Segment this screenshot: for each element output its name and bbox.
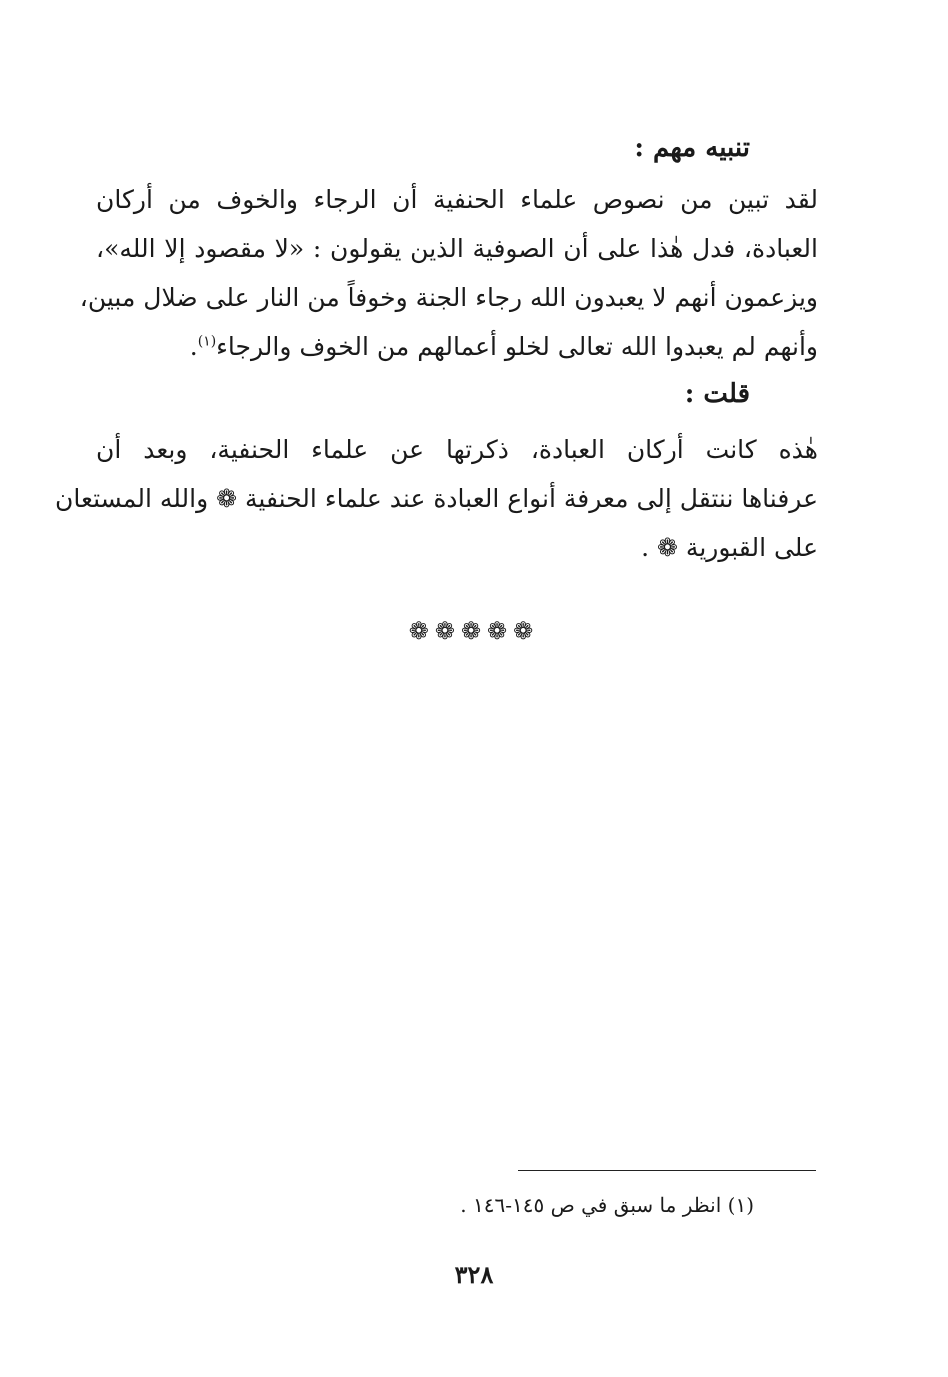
end-punctuation: . — [189, 332, 198, 361]
footnote-text: (١) انظر ما سبق في ص ١٤٥-١٤٦ . — [460, 1193, 754, 1217]
paragraph-main — [79, 175, 818, 371]
paragraph-line: على القبورية ❁ . — [641, 533, 818, 562]
page-number: ٣٢٨ — [454, 1260, 494, 1289]
paragraph-line: هٰذه كانت أركان العبادة، ذكرتها عن علماء الحنفية، وبعد أن — [96, 435, 818, 464]
paragraph-line: عرفناها ننتقل إلى معرفة أنواع العبادة عند علماء الحنفية ❁ والله المستعان — [55, 484, 818, 513]
section-separator: ❁❁❁❁❁ — [408, 617, 540, 645]
footnote-divider — [518, 1170, 816, 1171]
paragraph-line: لقد تبين من نصوص علماء الحنفية أن الرجاء والخوف من أركان — [96, 185, 818, 214]
qultu-heading: قلت : — [684, 379, 750, 409]
paragraph-line: العبادة، فدل هٰذا على أن الصوفية الذين يقولون : «لا مقصود إلا الله»، — [96, 234, 818, 263]
paragraph-conclusion — [55, 425, 818, 572]
paragraph-line-text: وأنهم لم يعبدوا الله تعالى لخلو أعمالهم من الخوف والرجاء — [216, 332, 818, 361]
footnote-reference[interactable]: (١) — [197, 333, 217, 350]
paragraph-line-last — [96, 322, 818, 371]
paragraph-line: ويزعمون أنهم لا يعبدون الله رجاء الجنة وخوفاً من النار على ضلال مبين، — [79, 283, 818, 312]
notice-heading: تنبيه مهم : — [634, 133, 750, 163]
